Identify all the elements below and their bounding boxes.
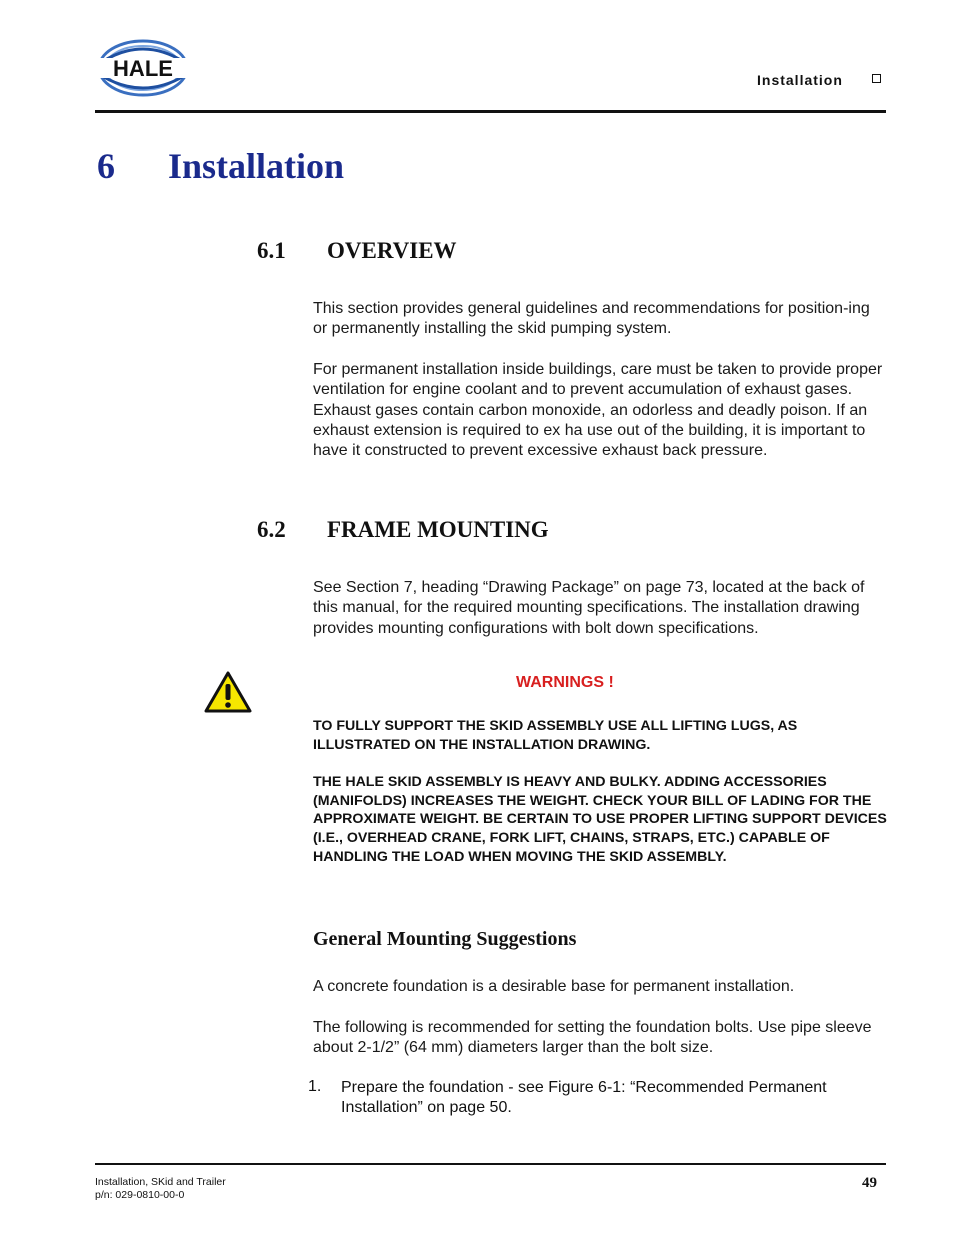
footer-part-number: p/n: 029-0810-00-0	[95, 1189, 185, 1201]
list-item-text: Prepare the foundation - see Figure 6-1: “Recommended Permanent Installation” on page 50.	[341, 1079, 827, 1117]
warning-triangle-icon	[203, 670, 253, 714]
footer-doc-title: Installation, SKid and Trailer	[95, 1176, 226, 1188]
chapter-number: 6	[97, 146, 115, 186]
section-number: 6.1	[257, 238, 286, 263]
list-item-number: 1.	[308, 1078, 322, 1095]
chapter-title: Installation	[168, 146, 345, 186]
square-bullet-icon	[872, 74, 881, 83]
logo-text: HALE	[113, 56, 173, 81]
warning-heading: WARNINGS !	[516, 674, 614, 691]
warning-text: THE HALE SKID ASSEMBLY IS HEAVY AND BULKY. ADDING ACCESSORIES (MANIFOLDS) INCREASES THE WEIGHT. CHECK YOUR BILL OF LADING FOR THE APPROXIMATE WEIGHT. BE CERTAIN TO USE PROPER LIFTING SUPPORT DEVICES (I.E., OVERHEAD CRANE, FORK LIFT, CHAINS, STRAPS, ETC.) CAPABLE OF HANDLING THE LOAD WHEN MOVING THE SKID ASSEMBLY.	[313, 774, 887, 865]
paragraph: For permanent installation inside buildings, care must be taken to provide proper ventilation for engine coolant and to prevent accumulation of exhaust gases. Exhaust gases contain carbon monoxide, an odorless and deadly poison. If an exhaust extension is required to ex ha use out of the building, it is important to have it constructed to prevent excessive exhaust back pressure.	[313, 361, 883, 460]
section-title: OVERVIEW	[327, 238, 457, 263]
page-number: 49	[862, 1175, 877, 1191]
warning-text: TO FULLY SUPPORT THE SKID ASSEMBLY USE ALL LIFTING LUGS, AS ILLUSTRATED ON THE INSTALLATION DRAWING.	[313, 718, 798, 753]
paragraph: A concrete foundation is a desirable base for permanent installation.	[313, 978, 795, 995]
subsection-heading: General Mounting Suggestions	[313, 928, 577, 950]
footer-rule	[95, 1163, 886, 1165]
header-rule	[95, 110, 886, 113]
section-title: FRAME MOUNTING	[327, 517, 549, 542]
hale-logo	[94, 36, 192, 100]
paragraph: The following is recommended for setting the foundation bolts. Use pipe sleeve about 2-1/2” (64 mm) diameters larger than the bolt size.	[313, 1019, 872, 1057]
section-number: 6.2	[257, 517, 286, 542]
paragraph: This section provides general guidelines and recommendations for position-ing or permanently installing the skid pumping system.	[313, 300, 870, 338]
paragraph: See Section 7, heading “Drawing Package” on page 73, located at the back of this manual, for the required mounting specifications. The installation drawing provides mounting configurations with bolt down specifications.	[313, 579, 865, 637]
running-header: Installation	[757, 72, 843, 88]
